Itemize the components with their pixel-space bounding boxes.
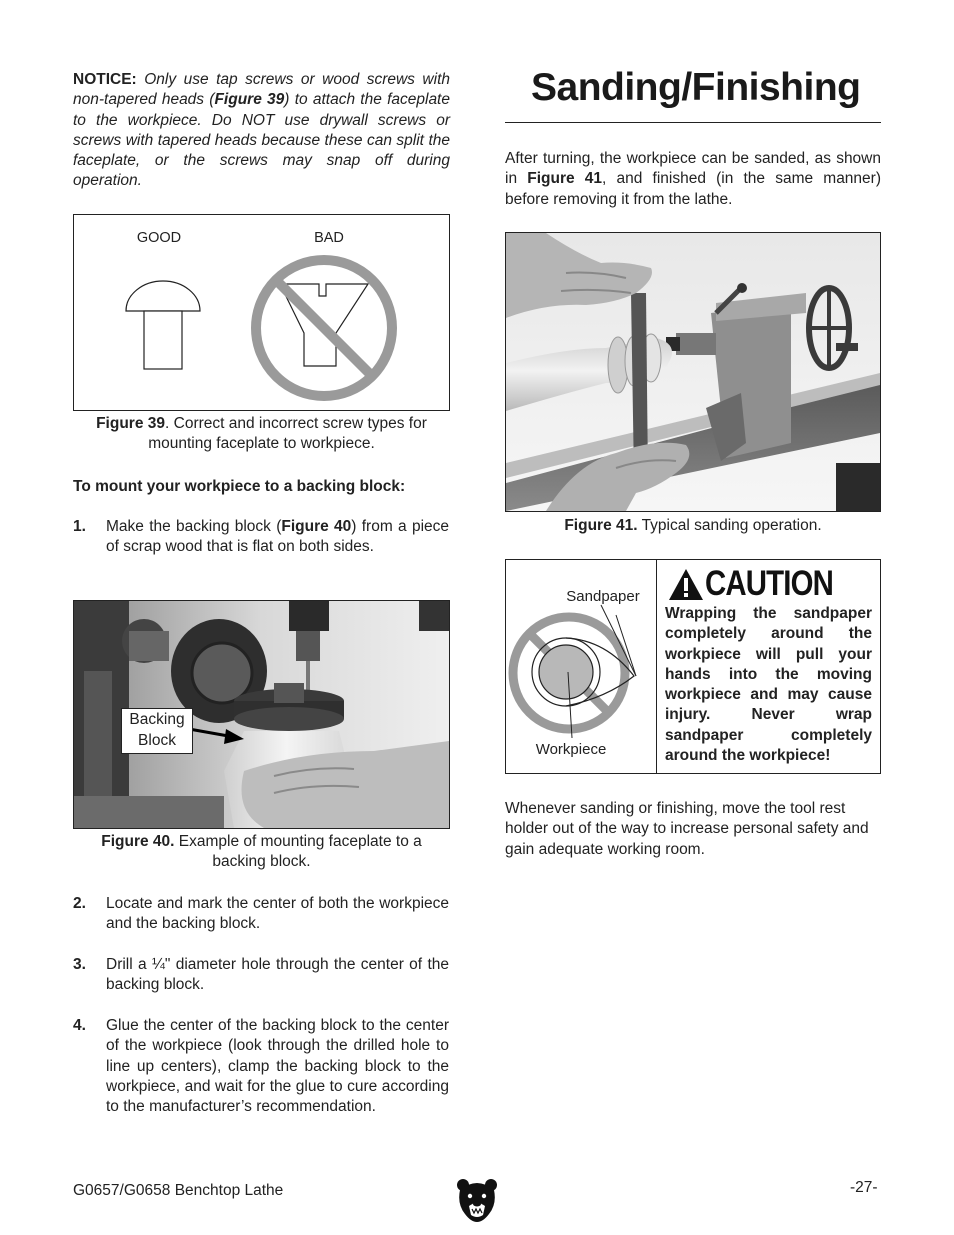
caution-box — [505, 559, 881, 774]
step-text: Glue the center of the backing block to the center of the workpiece (look through the drilled hole to line up centers), clamp the backing block to the workpiece, and wait for the glue to cure according to the manufacturer’s recommendation. — [106, 1017, 449, 1116]
callout-line-2: Block — [138, 731, 176, 749]
title-rule — [505, 122, 881, 123]
good-screw-icon — [126, 281, 200, 369]
caution-word: CAUTION — [705, 564, 834, 603]
sandpaper-label: Sandpaper — [566, 588, 640, 605]
page-title: Sanding/Finishing — [531, 66, 861, 109]
step-4 — [73, 1016, 450, 1138]
notice-text-2: ) to attach the faceplate to the workpiece. Do NOT use drywall screws or screws with tapered heads because these can split the faceplate, or the screws may snap off during operation. — [73, 91, 450, 190]
notice-label: NOTICE: — [73, 71, 137, 88]
figure-39-caption — [73, 414, 450, 455]
step-1-figure-ref: Figure 40 — [281, 518, 352, 535]
figure-41-caption-ref: Figure 41. — [564, 517, 638, 534]
workpiece-circle-icon — [532, 638, 600, 706]
figure-39-caption-text: . Correct and incorrect screw types for mounting faceplate to workpiece. — [148, 415, 427, 453]
prohibition-icon — [256, 260, 392, 396]
figure-39-caption-ref: Figure 39 — [96, 415, 166, 432]
figure-40-caption — [73, 832, 450, 873]
figure-41-caption-text: Typical sanding operation. — [637, 517, 822, 534]
step-2 — [73, 894, 450, 936]
figure-41-photo — [506, 233, 880, 511]
caution-divider — [656, 560, 657, 773]
intro-text: After turning, the workpiece can be sanded, as shown in — [505, 150, 881, 188]
step-text: Drill a ¼" diameter hole through the center of the backing block. — [106, 956, 449, 994]
step-1 — [73, 517, 450, 579]
step-number: 1. — [73, 518, 86, 535]
bad-label: BAD — [314, 230, 344, 246]
intro-paragraph — [505, 149, 881, 210]
bear-head-logo-icon — [457, 1178, 497, 1222]
step-number: 4. — [73, 1017, 86, 1034]
figure-39-diagram — [74, 215, 449, 410]
step-number: 3. — [73, 956, 86, 973]
figure-40-frame — [73, 600, 450, 829]
sandpaper-wrap-diagram — [506, 560, 656, 773]
caution-text: Wrapping the sandpaper completely around the workpiece will pull your hands into the moving workpiece and may cause injury. Never wrap sandpaper completely around the workpiece! — [665, 605, 872, 765]
figure-39-frame — [73, 214, 450, 411]
step-number: 2. — [73, 895, 86, 912]
footer-page-number: -27- — [850, 1179, 878, 1196]
notice-paragraph — [73, 70, 450, 192]
intro-text-2: , and finished (in the same manner) before removing it from the lathe. — [505, 170, 881, 208]
figure-40-caption-text: Example of mounting faceplate to a backing block. — [174, 833, 422, 871]
closing-paragraph: Whenever sanding or finishing, move the tool rest holder out of the way to increase personal safety and gain adequate working room. — [505, 800, 869, 858]
intro-figure-ref: Figure 41 — [527, 170, 603, 188]
notice-text: Only use tap screws or wood screws with non-tapered heads ( — [73, 71, 450, 109]
caution-header — [668, 566, 878, 606]
good-label: GOOD — [136, 230, 182, 246]
step-text — [106, 517, 449, 558]
step-1-text: Make the backing block ( — [106, 518, 282, 535]
step-text: Locate and mark the center of both the workpiece and the backing block. — [106, 895, 449, 933]
callout-line-1: Backing — [129, 711, 185, 728]
workpiece-label: Workpiece — [535, 741, 607, 758]
notice-figure-ref: Figure 39 — [214, 91, 285, 109]
figure-40-caption-ref: Figure 40. — [101, 833, 175, 850]
warning-triangle-icon — [668, 568, 704, 601]
step-1-text-2: ) from a piece of scrap wood that is flat on both sides. — [106, 518, 449, 556]
step-3 — [73, 955, 450, 997]
footer-model: G0657/G0658 Benchtop Lathe — [73, 1182, 284, 1199]
figure-41-caption — [505, 516, 881, 536]
mount-heading: To mount your workpiece to a backing block: — [73, 478, 406, 495]
backing-block-callout — [121, 708, 193, 754]
figure-41-frame — [505, 232, 881, 512]
